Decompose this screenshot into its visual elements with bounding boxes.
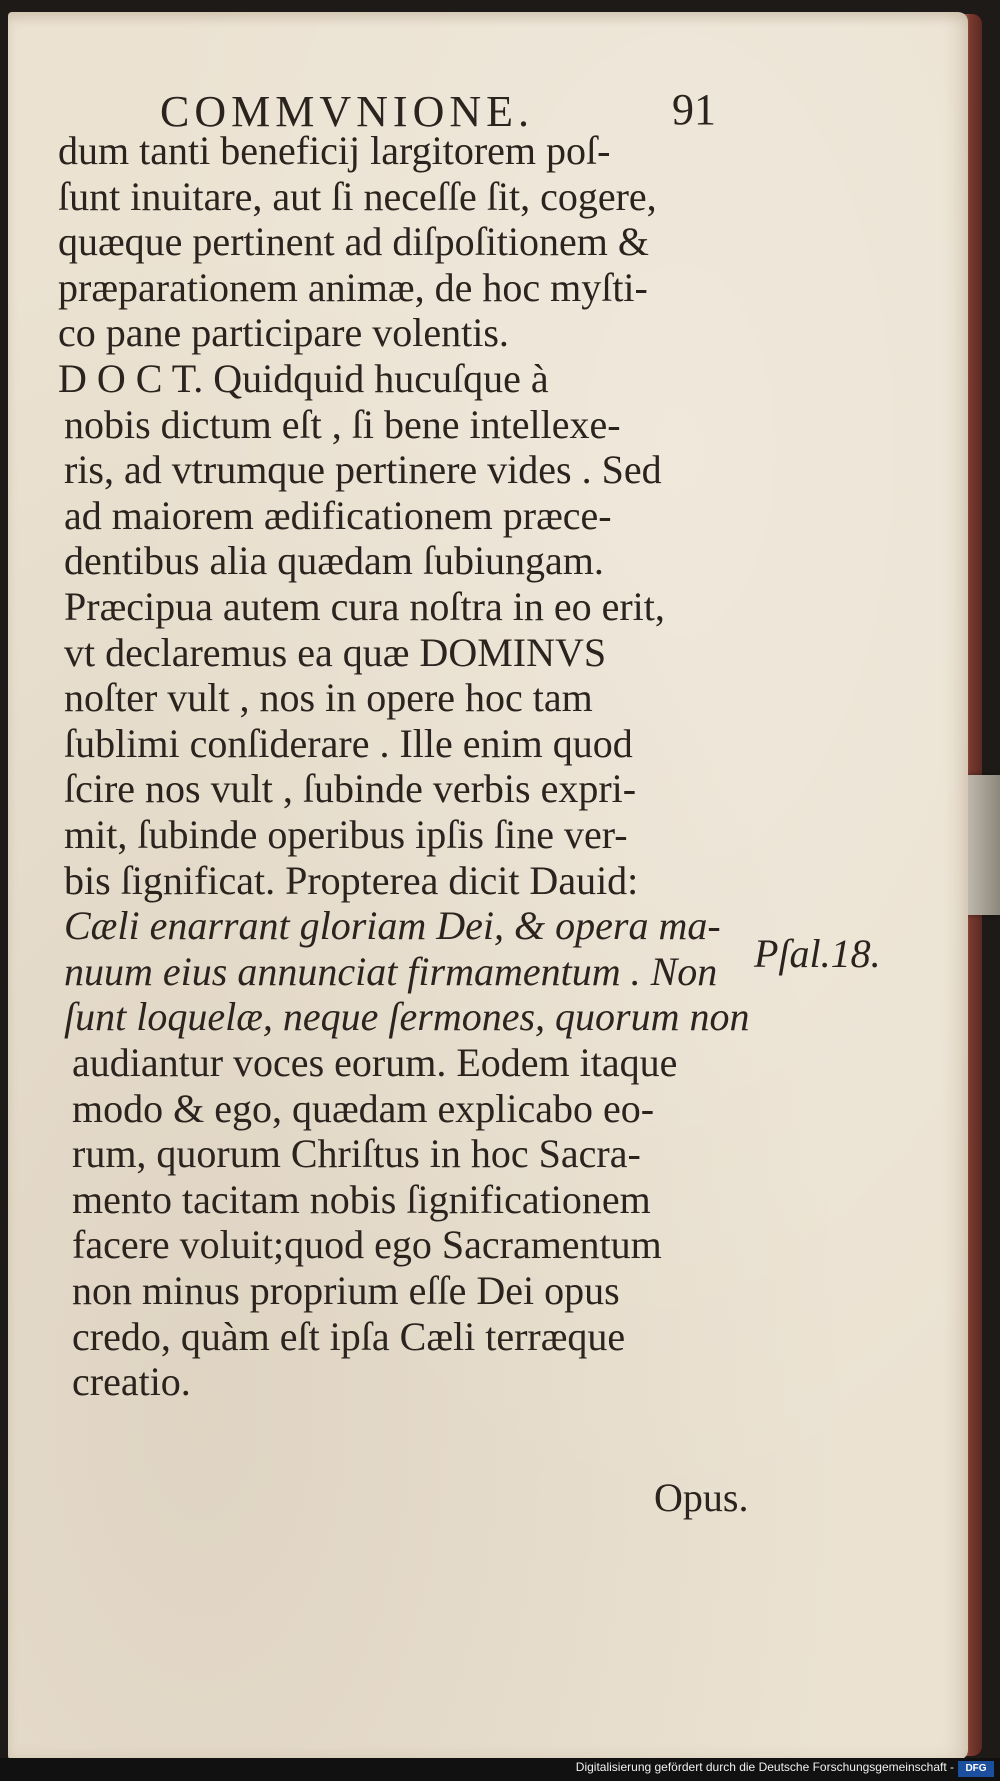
text-line: nobis dictum eſt , ſi bene intellexe- xyxy=(64,401,621,447)
text-line: Cæli enarrant gloriam Dei, & opera ma- xyxy=(64,903,721,949)
text-line: ſunt loquelæ, neque ſermones, quorum non xyxy=(64,994,750,1040)
text-line: credo, quàm eſt ipſa Cæli terræque xyxy=(72,1313,626,1359)
text-line: dum tanti beneficij largitorem poſ- xyxy=(58,128,611,173)
margin-note: Pſal.18. xyxy=(754,931,881,976)
text-line: mento tacitam nobis ſignificationem xyxy=(72,1176,651,1222)
text-line: nuum eius annunciat firmamentum . Non xyxy=(64,948,718,994)
running-head: COMMVNIONE. xyxy=(160,87,534,136)
text-line: quæque pertinent ad diſpoſitionem & xyxy=(58,219,650,265)
text-line: facere voluit;quod ego Sacramentum xyxy=(72,1222,662,1268)
text-line: creatio. xyxy=(72,1359,191,1405)
text-line: ris, ad vtrumque pertinere vides . Sed xyxy=(64,447,662,493)
text-line: mit, ſubinde operibus ipſis ſine ver- xyxy=(64,812,628,857)
footer-credit: Digitalisierung gefördert durch die Deutsche Forschungsgemeinschaft - xyxy=(575,1760,954,1774)
book-page xyxy=(8,12,968,1760)
text-line: præparationem animæ, de hoc myſti- xyxy=(58,264,648,310)
text-line: audiantur voces eorum. Eodem itaque xyxy=(72,1040,678,1085)
catchword: Opus. xyxy=(654,1475,749,1520)
text-line: co pane participare volentis. xyxy=(58,310,509,356)
text-line: Præcipua autem cura noſtra in eo erit, xyxy=(64,584,665,629)
page-number: 91 xyxy=(672,85,716,134)
text-line: non minus proprium eſſe Dei opus xyxy=(72,1268,620,1313)
text-line: D O C T. Quidquid hucuſque à xyxy=(58,356,549,401)
text-line: dentibus alia quædam ſubiungam. xyxy=(64,538,604,584)
text-line: bis ſignificat. Propterea dicit Dauid: xyxy=(64,857,639,903)
text-line: ſcire nos vult , ſubinde verbis expri- xyxy=(64,766,637,812)
text-line: vt declaremus ea quæ DOMINVS xyxy=(64,629,607,675)
text-line: modo & ego, quædam explicabo eo- xyxy=(72,1085,655,1131)
text-line: rum, quorum Chriſtus in hoc Sacra- xyxy=(72,1131,641,1177)
text-line: noſter vult , nos in opere hoc tam xyxy=(64,675,593,721)
text-line: ſublimi conſiderare . Ille enim quod xyxy=(64,720,633,766)
text-line: ad maiorem ædificationem præce- xyxy=(64,492,612,538)
dfg-logo: DFG xyxy=(958,1761,994,1777)
text-line: ſunt inuitare, aut ſi neceſſe ſit, cogere, xyxy=(58,173,657,219)
